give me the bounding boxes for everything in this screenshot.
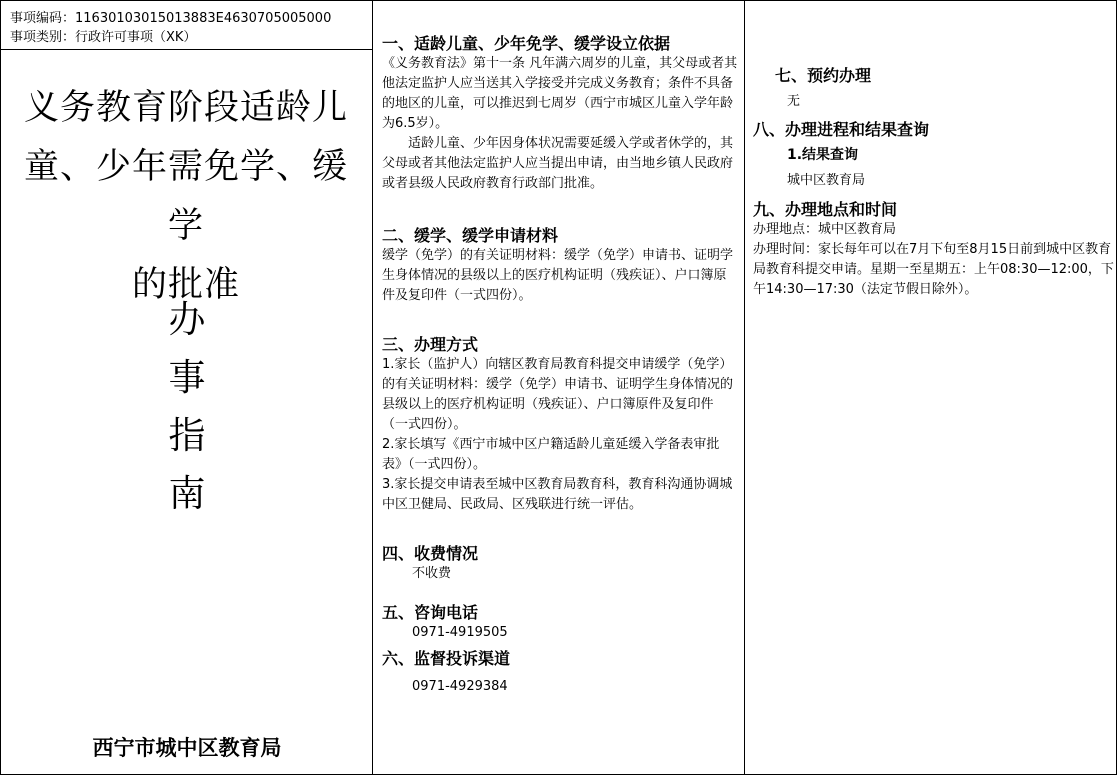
cover-panel xyxy=(1,1,373,774)
guide-char: 事 xyxy=(168,356,206,399)
section-text: 适龄儿童、少年因身体状况需要延缓入学或者休学的，其父母或者其他法定监护人应当提出申请，由当地乡镇人民政府或者县级人民政府教育行政部门批准。 xyxy=(382,136,734,191)
service-guide-label xyxy=(1,291,373,523)
section-fees xyxy=(382,543,738,584)
guide-title-line: 童、少年需免学、缓学 xyxy=(23,147,348,246)
section-procedure xyxy=(382,334,738,515)
section-heading: 九、办理地点和时间 xyxy=(753,200,898,219)
office-location: 办理地点：城中区教育局 xyxy=(753,222,897,237)
section-heading: 七、预约办理 xyxy=(775,66,872,85)
issuing-bureau: 西宁市城中区教育局 xyxy=(92,736,282,760)
section-heading: 五、咨询电话 xyxy=(382,603,479,622)
section-consult-phone xyxy=(382,602,738,643)
office-hours: 办理时间：家长每年可以在7月下旬至8月15日前到城中区教育局教育科提交申请。星期一至星期五：上午08:30—12:00，下午14:30—17:30（法定节假日除外）。 xyxy=(753,242,1114,297)
complaint-phone: 0971-4929384 xyxy=(412,679,508,694)
section-progress-query xyxy=(753,119,1115,191)
guide-char: 办 xyxy=(168,298,206,341)
procedure-step: 1.家长（监护人）向辖区教育局教育科提交申请缓学（免学）的有关证明材料：缓学（免学）申请书、证明学生身体情况的县级以上的医疗机构证明（残疾证）、户口簿原件及复印件（一式四份）。 xyxy=(382,357,734,432)
section-text: 缓学（免学）的有关证明材料：缓学（免学）申请书、证明学生身体情况的县级以上的医疗机构证明（残疾证）、户口簿原件及复印件（一式四份）。 xyxy=(382,248,734,303)
result-query-value: 城中区教育局 xyxy=(787,173,866,188)
section-heading: 二、缓学、缓学申请材料 xyxy=(382,226,559,245)
procedure-step: 2.家长填写《西宁市城中区户籍适龄儿童延缓入学备表审批表》（一式四份）。 xyxy=(382,437,720,472)
fee-value: 不收费 xyxy=(412,566,452,581)
procedure-step: 3.家长提交申请表至城中区教育局教育科，教育科沟通协调城中区卫健局、民政局、区残联进行统一评估。 xyxy=(382,477,733,512)
guide-char: 南 xyxy=(168,472,206,515)
item-meta xyxy=(10,9,331,47)
middle-panel xyxy=(373,1,745,774)
section-text: 《义务教育法》第十一条 凡年满六周岁的儿童，其父母或者其他法定监护人应当送其入学接受并完成义务教育；条件不具备的地区的儿童，可以推迟到七周岁（西宁市城区儿童入学年龄为6.5岁）。 xyxy=(382,56,738,131)
section-location-time xyxy=(753,199,1115,300)
section-appointment xyxy=(753,65,1115,112)
section-heading: 八、办理进程和结果查询 xyxy=(753,120,930,139)
item-category: 事项类别：行政许可事项（XK） xyxy=(10,30,197,45)
guide-char: 指 xyxy=(168,414,206,457)
section-materials xyxy=(382,225,738,306)
right-panel xyxy=(745,1,1117,774)
section-heading: 六、监督投诉渠道 xyxy=(382,649,511,668)
section-basis xyxy=(382,33,738,194)
section-complaint-channel xyxy=(382,648,738,697)
section-heading: 三、办理方式 xyxy=(382,335,479,354)
section-heading: 四、收费情况 xyxy=(382,544,479,563)
consult-phone: 0971-4919505 xyxy=(412,625,508,640)
guide-title-line: 的批准 xyxy=(131,265,240,305)
guide-title xyxy=(11,79,361,315)
guide-title-line: 义务教育阶段适龄儿 xyxy=(23,88,348,128)
result-query-label: 1.结果查询 xyxy=(787,147,859,163)
section-heading: 一、适龄儿童、少年免学、缓学设立依据 xyxy=(382,34,671,53)
item-code: 事项编码：11630103015013883E4630705005000 xyxy=(10,11,332,26)
meta-divider xyxy=(1,49,372,50)
appointment-value: 无 xyxy=(787,94,801,109)
